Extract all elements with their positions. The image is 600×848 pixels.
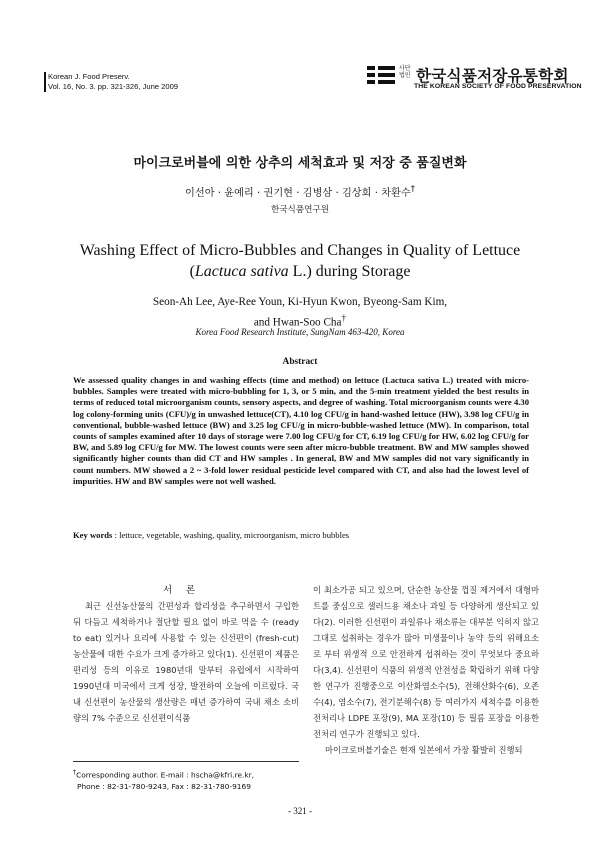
corresponding-mark: † <box>410 184 415 195</box>
footnote-email <box>73 767 313 781</box>
header-rule <box>44 72 46 92</box>
abstract-body: We assessed quality changes in and washing effects (time and method) on lettuce (Lactuca sativa L.) treated with micro-bubbles. Samples were treated with micro-bubbling for 1, 3, or 5 min, and the 5-min treatment yielded the best results in terms of reduced total microorganism counts, sensory aspects, and degree of washing. Total microorganism counts were 4.30 log colony-forming units (CFU)/g in unwashed lettuce(CT), 4.10 log CFU/g in hand-washed lettuce (HW), 3.98 log CFU/g in conventional, bubble-washed lettuce (BW) and 3.25 log CFU/g in micro-bubble-washed lettuce (MW). In comparison, total counts of samples examined after 10 days of storage were 7.00 log CFU/g for CT, 6.19 log CFU/g for HW, 6.02 log CFU/g for BW, and 5.89 log CFU/g for MW. The lowest counts were seen after micro-bubble treatment. BW and MW samples showed significantly higher counts than did CT and HW samples . In general, BW and MW samples did not vary significantly in count numbers. MW showed a 2 ~ 3-fold lower residual pesticide level compared with CT, and also had the lowest level of impurities. HW and BW samples were not well washed. <box>73 375 529 486</box>
title-english-line1: Washing Effect of Micro-Bubbles and Changes in Quality of Lettuce <box>79 242 521 259</box>
footnote-rule <box>73 761 299 762</box>
authors-english-line1: Seon-Ah Lee, Aye-Ree Youn, Ki-Hyun Kwon, Byeong-Sam Kim, <box>152 296 448 308</box>
society-name-en: THE KOREAN SOCIETY OF FOOD PRESERVATION <box>414 83 582 90</box>
right-column-para2: 마이크로버블기술은 현재 일본에서 가장 활발히 진행되 <box>325 745 523 756</box>
section-title-introduction: 서론 <box>162 585 210 596</box>
title-english-line2 <box>0 261 600 282</box>
keywords <box>73 530 533 540</box>
society-name-ko: 한국식품저장유통학회 <box>416 67 569 85</box>
footnote-email-text: Corresponding author. E-mail : hscha@kfri.re.kr, <box>76 770 255 780</box>
affiliation-korean: 한국식품연구원 <box>270 205 330 215</box>
right-column <box>313 582 539 759</box>
society-small-label: 사단법인 <box>399 65 411 79</box>
journal-volume: Vol. 16, No. 3. pp. 321-326, June 2009 <box>48 81 179 91</box>
footnote-mark: † <box>73 769 77 776</box>
society-emblem-icon <box>366 64 396 90</box>
right-column-para1: 이 최소가공 되고 있으며, 단순한 농산물 껍질 제거에서 대형마트를 중심으로 샐러드용 채소나 과일 등 다양하게 생산되고 있다(2). 이러한 신선편이 과일류나 채소류는 대부분 익히지 않고 그대로 섭취하는 경우가 많아 미생물이나 농약 등의 위해요소로 부터 위생적 으로 안전하게 섭취하는 것이 무엇보다 중요하다(3,4). 신선편이 식품의 위생적 안전성을 확립하기 위해 다양한 연구가 진행중으로 이산화염소수(5), 전해산화수(6), 오존수(4), 염소수(7), 전기분해수(8) 등 여러가지 세척수를 이용한 전처리나 LDPE 포장(9), MA 포장(10) 등 필름 포장을 이용한 전처리 연구가 진행되고 있다. <box>313 585 539 740</box>
keywords-list: : lettuce, vegetable, washing, quality, microorganism, micro bubbles <box>114 530 350 540</box>
page-number: - 321 - <box>288 806 312 816</box>
footnote-phone: Phone : 82-31-780-9243, Fax : 82-31-780-9169 <box>77 781 251 791</box>
keywords-label: Key words <box>73 530 113 540</box>
title-paren: ( <box>189 263 195 280</box>
authors-korean-names: 이선아 · 윤예리 · 권기현 · 김병삼 · 김상희 · 차환수 <box>185 188 411 199</box>
title-english <box>0 240 600 282</box>
affiliation-english: Korea Food Research Institute, SungNam 463-420, Korea <box>195 327 405 337</box>
left-column-text: 최근 신선농산물의 간편성과 합리성을 추구하면서 구입한 뒤 다듬고 세척하거나 절단할 필요 없이 바로 먹을 수 (ready to eat) 있거나 요리에 사용할 수 있는 신선편이 (fresh-cut) 농산물에 대한 수요가 크게 증가하고 있다(1). 신선편이 제품은 편리성 등의 이유로 1980년대 말부터 유럽에서 시작하여 1990년대 미국에서 크게 성장, 발전하여 오늘에 이르렀다. 국내 신선편이 농산물의 생산량은 매년 증가하여 국내 채소 소비량의 7% 수준으로 신선편이식품 <box>73 601 299 724</box>
title-korean: 마이크로버블에 의한 상추의 세척효과 및 저장 중 품질변화 <box>133 156 467 171</box>
society-logo <box>366 64 596 98</box>
journal-name: Korean J. Food Preserv. <box>48 72 130 81</box>
footnote <box>73 767 313 792</box>
authors-english-last: and Hwan-Soo Cha <box>253 316 342 329</box>
abstract-heading: Abstract <box>282 357 318 367</box>
species-name: Lactuca sativa <box>194 263 289 280</box>
authors-korean <box>0 184 600 199</box>
corresponding-mark-en: † <box>341 314 347 324</box>
journal-citation <box>48 72 178 91</box>
title-english-line2-rest: L.) during Storage <box>288 263 411 280</box>
